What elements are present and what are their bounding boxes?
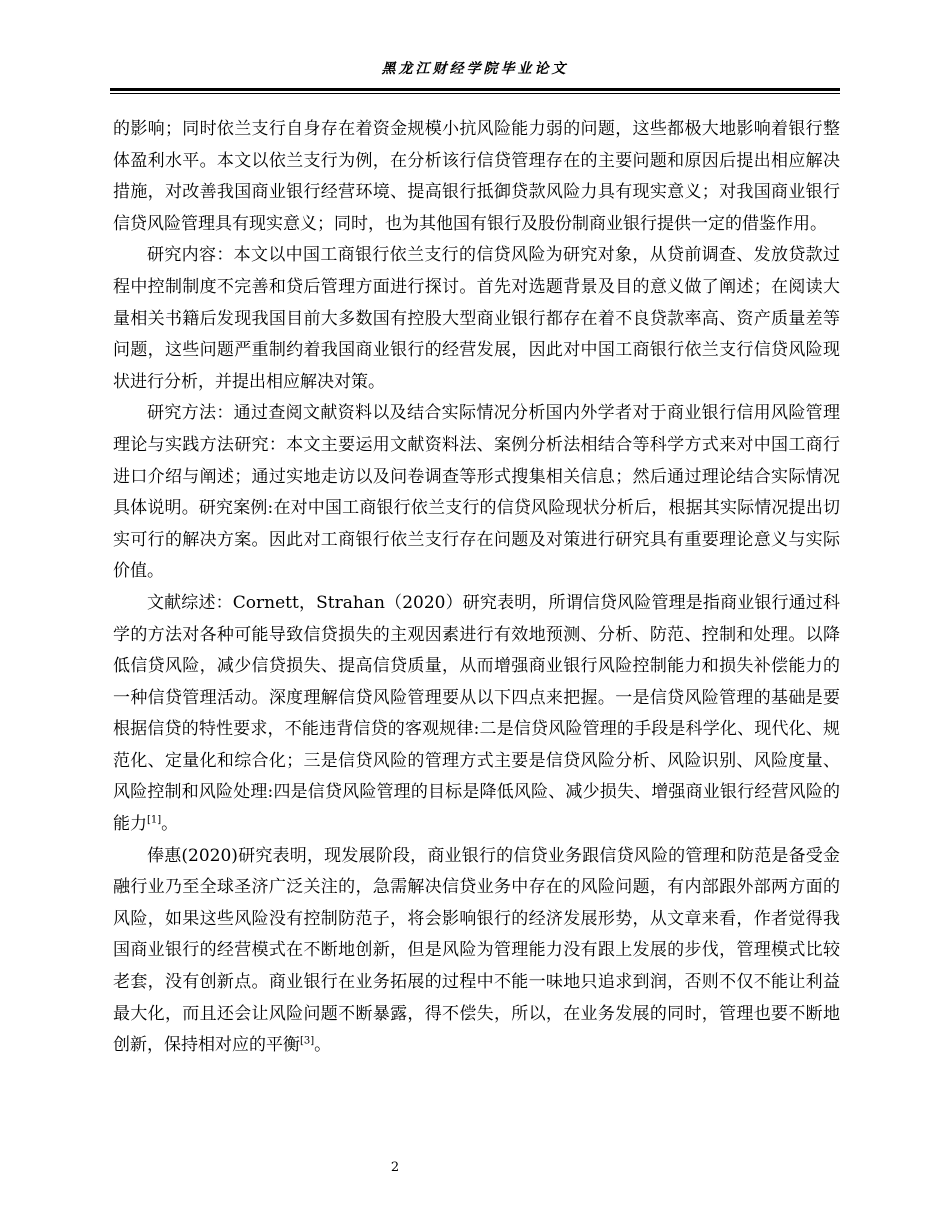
body-text — [113, 114, 840, 1062]
paragraph-research-content: 研究内容：本文以中国工商银行依兰支行的信贷风险为研究对象，从贷前调查、发放贷款过程中控制制度不完善和贷后管理方面进行探讨。首先对选题背景及目的意义做了阐述；在阅读大量相关书籍后发现我国目前大多数国有控股大型商业银行都存在着不良贷款率高、资产质量差等问题，这些问题严重制约着我国商业银行的经营发展，因此对中国工商银行依兰支行信贷风险现状进行分析，并提出相应解决对策。 — [113, 245, 840, 392]
paragraph-feng-hui — [113, 841, 840, 1062]
feng-hui-text: 俸惠(2020)研究表明，现发展阶段，商业银行的信贷业务跟信贷风险的管理和防范是备受金融行业乃至全球圣济广泛关注的，急需解决信贷业务中存在的风险问题，有内部跟外部两方面的风险，如果这些风险没有控制防范子，将会影响银行的经济发展形势，从文章来看，作者觉得我国商业银行的经营模式在不断地创新，但是风险为管理能力没有跟上发展的步伐，管理模式比较老套，没有创新点。商业银行在业务拓展的过程中不能一味地只追求到润，否则不仅不能让利益最大化，而且还会让风险问题不断暴露，得不偿失，所以，在业务发展的同时，管理也要不断地创新，保持相对应的平衡 — [113, 845, 840, 1056]
header-rule-thick — [110, 88, 840, 91]
page-header-title: 黑龙江财经学院毕业论文 — [381, 61, 569, 77]
paragraph-literature-review — [113, 588, 840, 841]
paragraph-continuation: 的影响；同时依兰支行自身存在着资金规模小抗风险能力弱的问题，这些都极大地影响着银行整体盈利水平。本文以依兰支行为例，在分析该行信贷管理存在的主要问题和原因后提出相应解决措施，对改善我国商业银行经营环境、提高银行抵御贷款风险力具有现实意义；对我国商业银行信贷风险管理具有现实意义；同时，也为其他国有银行及股份制商业银行提供一定的借鉴作用。 — [113, 119, 840, 234]
page-number: 2 — [390, 1160, 400, 1175]
literature-review-end: 。 — [161, 814, 179, 835]
feng-hui-end: 。 — [314, 1035, 332, 1056]
literature-review-text: 文献综述：Cornett，Strahan（2020）研究表明，所谓信贷风险管理是指商业银行通过科学的方法对各种可能导致信贷损失的主观因素进行有效地预测、分析、防范、控制和处理。以降低信贷风险，减少信贷损失、提高信贷质量，从而增强商业银行风险控制能力和损失补偿能力的一种信贷管理活动。深度理解信贷风险管理要从以下四点来把握。一是信贷风险管理的基础是要根据信贷的特性要求，不能违背信贷的客观规律:二是信贷风险管理的手段是科学化、现代化、规范化、定量化和综合化；三是信贷风险的管理方式主要是信贷风险分析、风险识别、风险度量、风险控制和风险处理:四是信贷风险管理的目标是降低风险、减少损失、增强商业银行经营风险的能力 — [113, 592, 840, 835]
paragraph-research-method: 研究方法：通过查阅文献资料以及结合实际情况分析国内外学者对于商业银行信用风险管理理论与实践方法研究：本文主要运用文献资料法、案例分析法相结合等科学方式来对中国工商行进口介绍与阐述；通过实地走访以及问卷调查等形式搜集相关信息；然后通过理论结合实际情况具体说明。研究案例:在对中国工商银行依兰支行的信贷风险现状分析后，根据其实际情况提出切实可行的解决方案。因此对工商银行依兰支行存在问题及对策进行研究具有重要理论意义与实际价值。 — [113, 403, 840, 582]
header-rule-thin — [110, 93, 840, 94]
citation-ref-3: [3] — [300, 1035, 315, 1047]
citation-ref-1: [1] — [147, 814, 162, 826]
